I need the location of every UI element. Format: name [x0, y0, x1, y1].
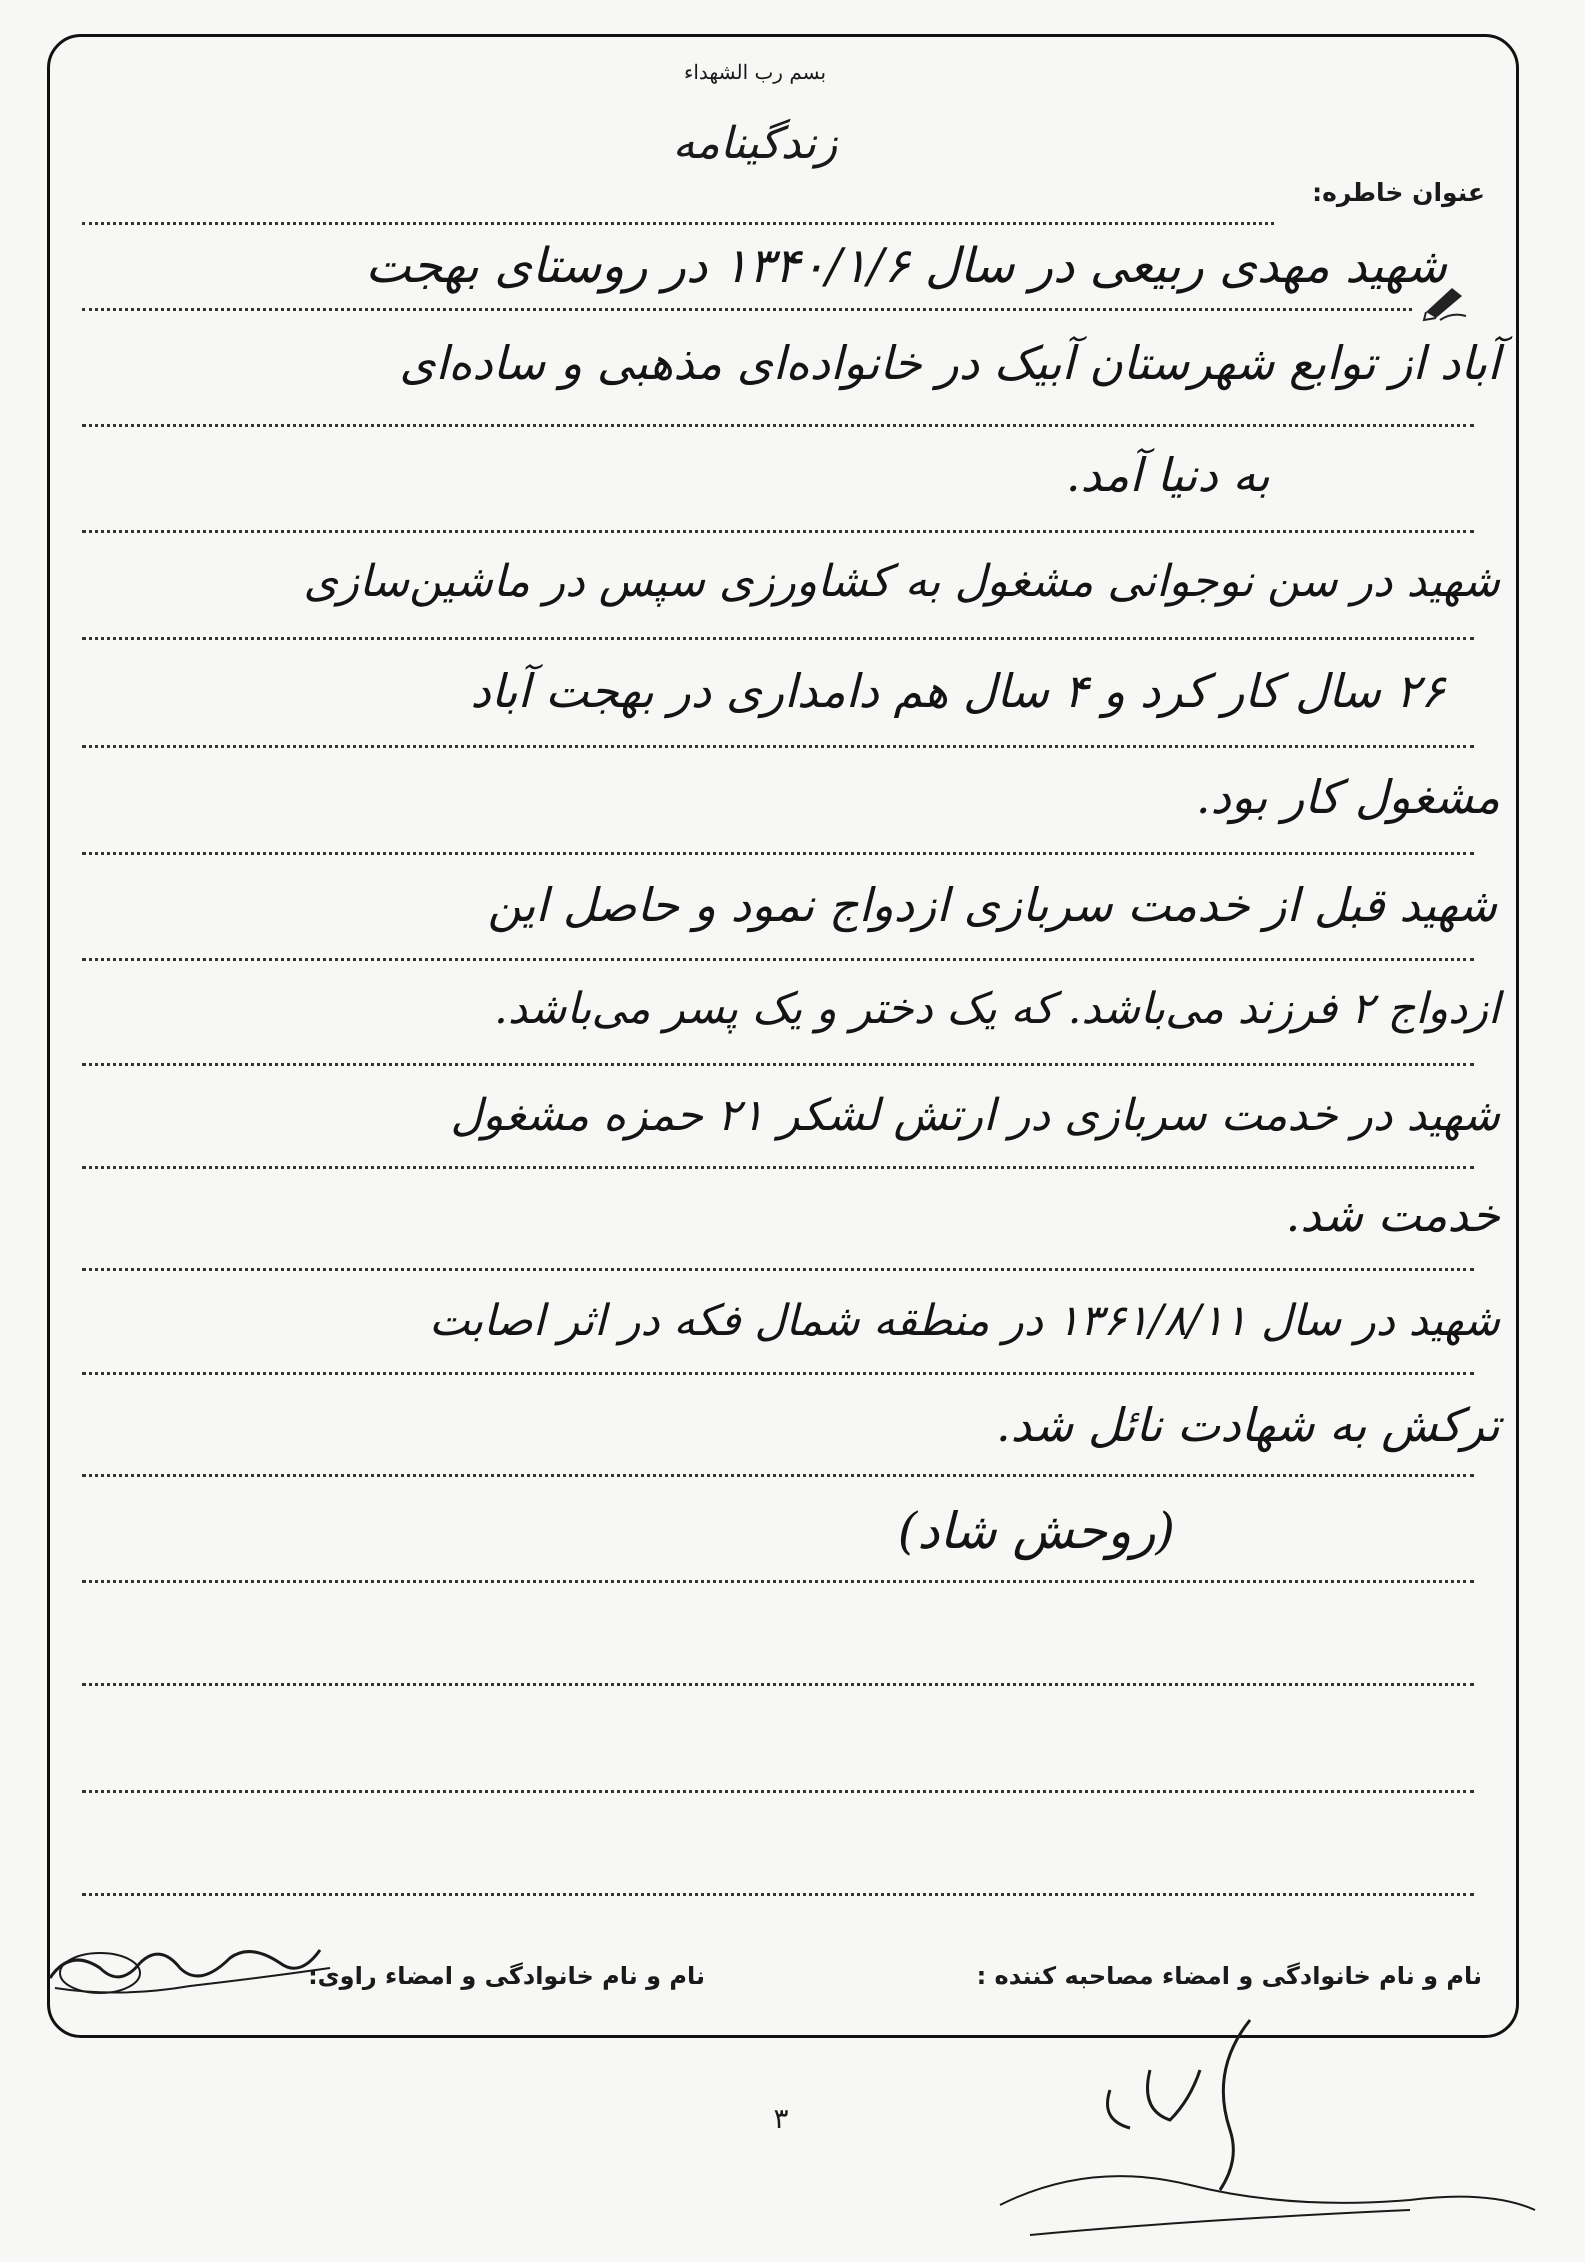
body-line: ۲۶ سال کار کرد و ۴ سال هم دامداری در بهجت آباد: [470, 664, 1445, 718]
writing-rule: [82, 1166, 1474, 1169]
body-line: شهید در خدمت سربازی در ارتش لشکر ۲۱ حمزه مشغول: [450, 1090, 1500, 1141]
interviewer-signature: [990, 2010, 1550, 2260]
page-title: زندگینامه: [672, 118, 838, 169]
writing-rule: [82, 1063, 1474, 1066]
writing-rule: [82, 852, 1474, 855]
writing-rule: [82, 1372, 1474, 1375]
form-frame: [47, 34, 1519, 2038]
body-line: شهید در سال ۱۳۶۱/۸/۱۱ در منطقه شمال فکه در اثر اصابت: [429, 1296, 1500, 1346]
body-line: خدمت شد.: [1285, 1188, 1500, 1242]
writing-rule: [82, 222, 1274, 225]
interviewer-signature-label: نام و نام خانوادگی و امضاء مصاحبه کننده :: [976, 1962, 1482, 1990]
writing-rule: [82, 1790, 1474, 1793]
writing-rule: [82, 1893, 1474, 1896]
body-line: آباد از توابع شهرستان آبیک در خانواده‌ای مذهبی و ساده‌ای: [399, 336, 1500, 390]
writing-rule: [82, 1268, 1474, 1271]
narrator-signature: [40, 1928, 340, 2018]
body-line: شهید در سن نوجوانی مشغول به کشاورزی سپس در ماشین‌سازی: [303, 556, 1500, 607]
writing-rule: [82, 1580, 1474, 1583]
writing-rule: [82, 308, 1412, 311]
writing-rule: [82, 530, 1474, 533]
writing-rule: [82, 1474, 1474, 1477]
narrator-signature-label: نام و نام خانوادگی و امضاء راوی:: [308, 1962, 705, 1990]
body-line: (روحش شاد): [897, 1502, 1175, 1560]
body-line: شهید مهدی ربیعی در سال ۱۳۴۰/۱/۶ در روستای بهجت: [365, 238, 1447, 294]
body-line: به دنیا آمد.: [1065, 448, 1270, 502]
writing-rule: [82, 1683, 1474, 1686]
writing-rule: [82, 637, 1474, 640]
body-line: شهید قبل از خدمت سربازی ازدواج نمود و حاصل این: [487, 878, 1497, 932]
writing-rule: [82, 424, 1474, 427]
body-line: مشغول کار بود.: [1195, 770, 1500, 824]
writing-rule: [82, 745, 1474, 748]
writing-rule: [82, 958, 1474, 961]
body-line: ازدواج ۲ فرزند می‌باشد. که یک دختر و یک پسر می‌باشد.: [494, 984, 1500, 1034]
body-line: ترکش به شهادت نائل شد.: [995, 1398, 1500, 1452]
page-number: ۳: [773, 2102, 789, 2135]
basmala-heading: بسم رب الشهداء: [683, 60, 827, 84]
memory-title-label: عنوان خاطره:: [1312, 178, 1485, 207]
